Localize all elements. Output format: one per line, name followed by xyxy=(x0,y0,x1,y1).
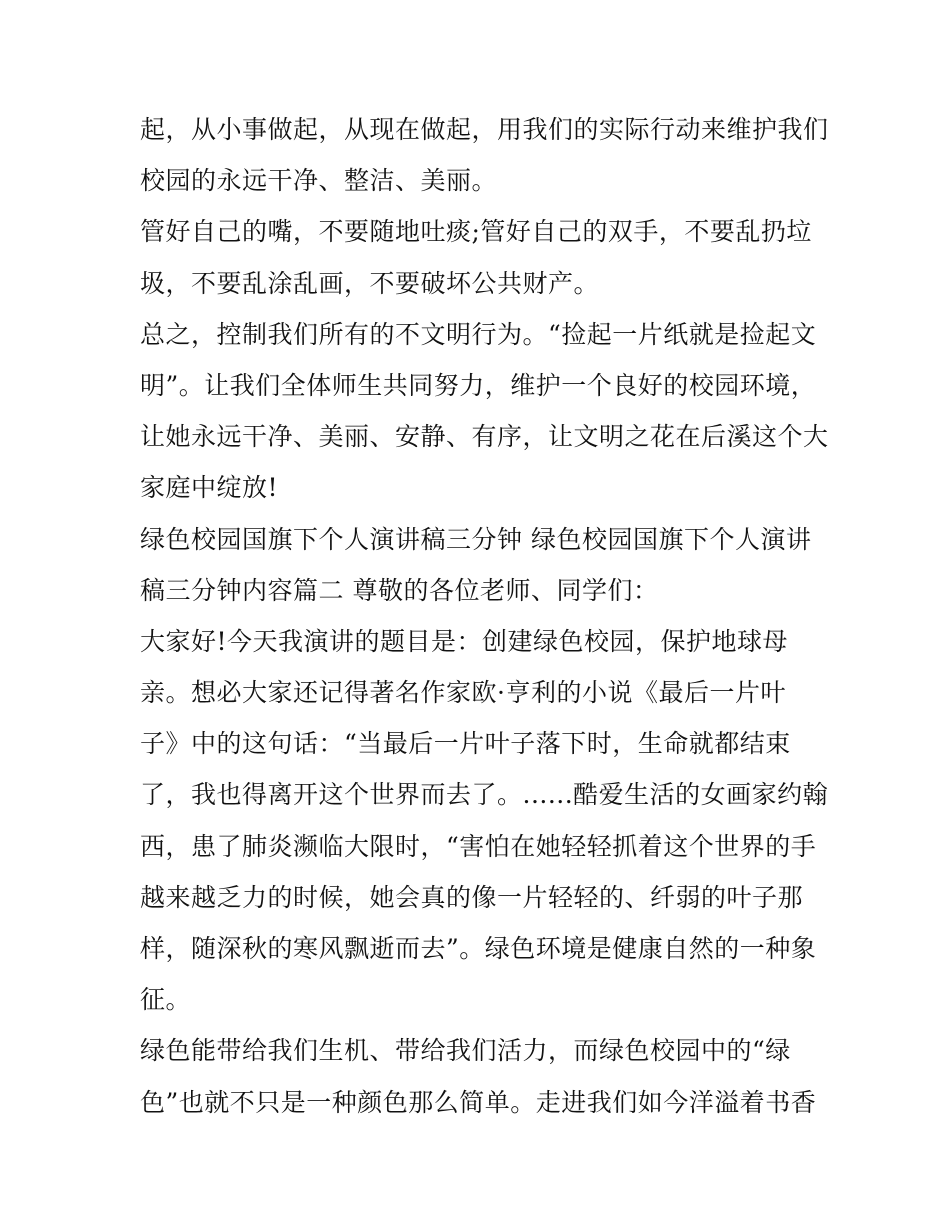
text-line: 色”也就不只是一种颜色那么简单。走进我们如今洋溢着书香 xyxy=(140,1087,817,1117)
text-line: 征。 xyxy=(140,985,192,1015)
text-line: 绿色校园国旗下个人演讲稿三分钟 绿色校园国旗下个人演讲 xyxy=(140,524,812,554)
text-line: 管好自己的嘴，不要随地吐痰;管好自己的双手，不要乱扔垃 xyxy=(140,217,812,247)
text-line: 起，从小事做起，从现在做起，用我们的实际行动来维护我们 xyxy=(140,115,829,144)
text-line: 大家好!今天我演讲的题目是：创建绿色校园，保护地球母 xyxy=(140,626,789,656)
text-line: 样，随深秋的寒风飘逝而去”。绿色环境是健康自然的一种象 xyxy=(140,934,817,963)
text-line: 让她永远干净、美丽、安静、有序，让文明之花在后溪这个大 xyxy=(140,422,829,452)
text-line: 了，我也得离开这个世界而去了。......酷爱生活的女画家约翰 xyxy=(140,780,829,810)
body-text xyxy=(140,104,840,1128)
text-line: 家庭中绽放! xyxy=(140,473,279,503)
text-line: 西，患了肺炎濒临大限时，“害怕在她轻轻抓着这个世界的手 xyxy=(140,831,817,861)
text-line: 绿色能带给我们生机、带给我们活力，而绿色校园中的“绿 xyxy=(140,1036,791,1066)
text-line: 明”。让我们全体师生共同努力，维护一个良好的校园环境， xyxy=(140,370,817,400)
text-line: 总之，控制我们所有的不文明行为。“捡起一片纸就是捡起文 xyxy=(140,319,817,349)
text-line: 子》中的这句话：“当最后一片叶子落下时，生命就都结束 xyxy=(140,729,791,759)
text-line: 校园的永远干净、整洁、美丽。 xyxy=(140,166,498,196)
text-line: 亲。想必大家还记得著名作家欧·亨利的小说《最后一片叶 xyxy=(140,678,786,708)
text-line: 越来越乏力的时候，她会真的像一片轻轻的、纤弱的叶子那 xyxy=(140,882,804,912)
text-line: 稿三分钟内容篇二 尊敬的各位老师、同学们： xyxy=(140,575,659,605)
text-line: 圾，不要乱涂乱画，不要破坏公共财产。 xyxy=(140,268,600,298)
